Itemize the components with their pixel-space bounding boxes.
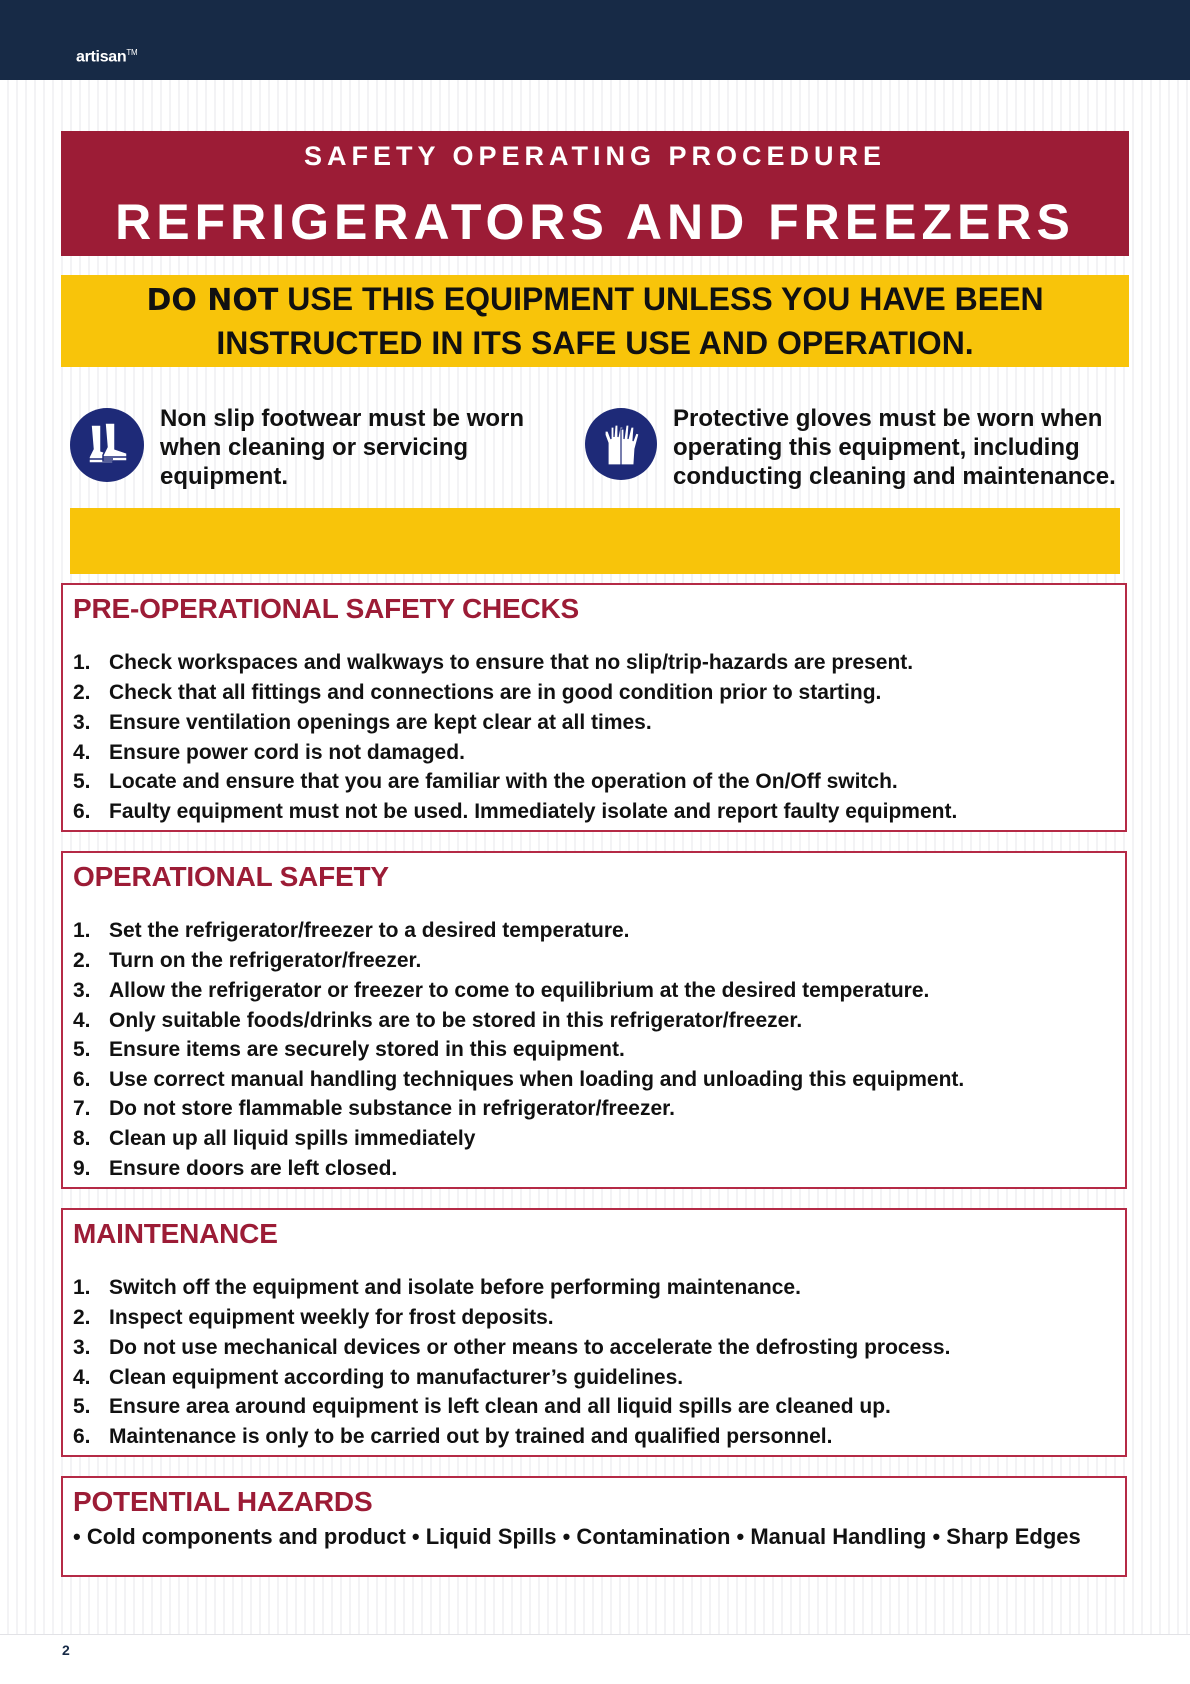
list-item: 9. Ensure doors are left closed. (73, 1157, 398, 1180)
yellow-divider-bar (70, 508, 1120, 574)
list-item: 1. Check workspaces and walkways to ensure that no slip/trip-hazards are present. (73, 651, 914, 674)
section-hazards (61, 1476, 1127, 1577)
list-item: 3. Do not use mechanical devices or other means to accelerate the defrosting process. (73, 1336, 951, 1359)
section-pre-operational (61, 583, 1127, 832)
list-item: 6. Use correct manual handling techniques when loading and unloading this equipment. (73, 1068, 965, 1091)
safety-boots-icon (70, 408, 144, 482)
warning-banner (61, 275, 1129, 367)
list-item: 7. Do not store flammable substance in refrigerator/freezer. (73, 1097, 675, 1120)
brand-logo: artisan™ (76, 48, 138, 66)
document-subtitle: SAFETY OPERATING PROCEDURE (303, 141, 887, 171)
hazards-list: • Cold components and product • Liquid Spills • Contamination • Manual Handling • Sharp Edges (73, 1524, 1081, 1549)
section-title: PRE-OPERATIONAL SAFETY CHECKS (73, 593, 580, 624)
list-item: 5. Ensure area around equipment is left clean and all liquid spills are cleaned up. (73, 1395, 891, 1418)
list-item: 3. Allow the refrigerator or freezer to come to equilibrium at the desired temperature. (73, 979, 930, 1002)
warning-emphasis: DO NOT (146, 283, 279, 318)
ppe-gloves (585, 404, 1116, 491)
footer-divider (0, 1634, 1190, 1635)
warning-line-2: INSTRUCTED IN ITS SAFE USE AND OPERATION. (216, 325, 974, 361)
section-title: POTENTIAL HAZARDS (73, 1486, 373, 1517)
list-item: 2. Check that all fittings and connections are in good condition prior to starting. (73, 681, 882, 704)
list-item: 6. Maintenance is only to be carried out by trained and qualified personnel. (73, 1425, 833, 1448)
list-item: 2. Inspect equipment weekly for frost deposits. (73, 1306, 554, 1329)
list-item: 1. Set the refrigerator/freezer to a desired temperature. (73, 919, 630, 942)
ppe-gloves-text: Protective gloves must be worn when operating this equipment, including conducting cleaning and maintenance. (673, 405, 1116, 490)
page-number: 2 (62, 1642, 70, 1658)
title-banner (61, 131, 1129, 256)
list-item: 6. Faulty equipment must not be used. Immediately isolate and report faulty equipment. (73, 800, 958, 823)
top-header-bar (0, 0, 1190, 80)
section-operational (61, 851, 1127, 1189)
ppe-footwear (70, 404, 524, 491)
list-item: 4. Clean equipment according to manufacturer’s guidelines. (73, 1366, 684, 1389)
list-item: 2. Turn on the refrigerator/freezer. (73, 949, 422, 972)
list-item: 3. Ensure ventilation openings are kept clear at all times. (73, 711, 652, 734)
section-maintenance (61, 1208, 1127, 1457)
list-item: 1. Switch off the equipment and isolate before performing maintenance. (73, 1276, 801, 1299)
warning-text-1: USE THIS EQUIPMENT UNLESS YOU HAVE BEEN (278, 281, 1044, 317)
list-item: 4. Ensure power cord is not damaged. (73, 741, 465, 764)
list-item: 8. Clean up all liquid spills immediately (73, 1127, 476, 1150)
safety-gloves-icon (585, 408, 657, 480)
list-item: 5. Ensure items are securely stored in this equipment. (73, 1038, 625, 1061)
section-title: OPERATIONAL SAFETY (73, 861, 389, 892)
ppe-footwear-text: Non slip footwear must be worn when cleaning or servicing equipment. (160, 405, 525, 490)
list-item: 4. Only suitable foods/drinks are to be stored in this refrigerator/freezer. (73, 1009, 803, 1032)
section-title: MAINTENANCE (73, 1218, 278, 1249)
document-title: REFRIGERATORS AND FREEZERS (115, 194, 1075, 250)
list-item: 5. Locate and ensure that you are familiar with the operation of the On/Off switch. (73, 770, 898, 793)
warning-line-1 (61, 278, 1129, 322)
